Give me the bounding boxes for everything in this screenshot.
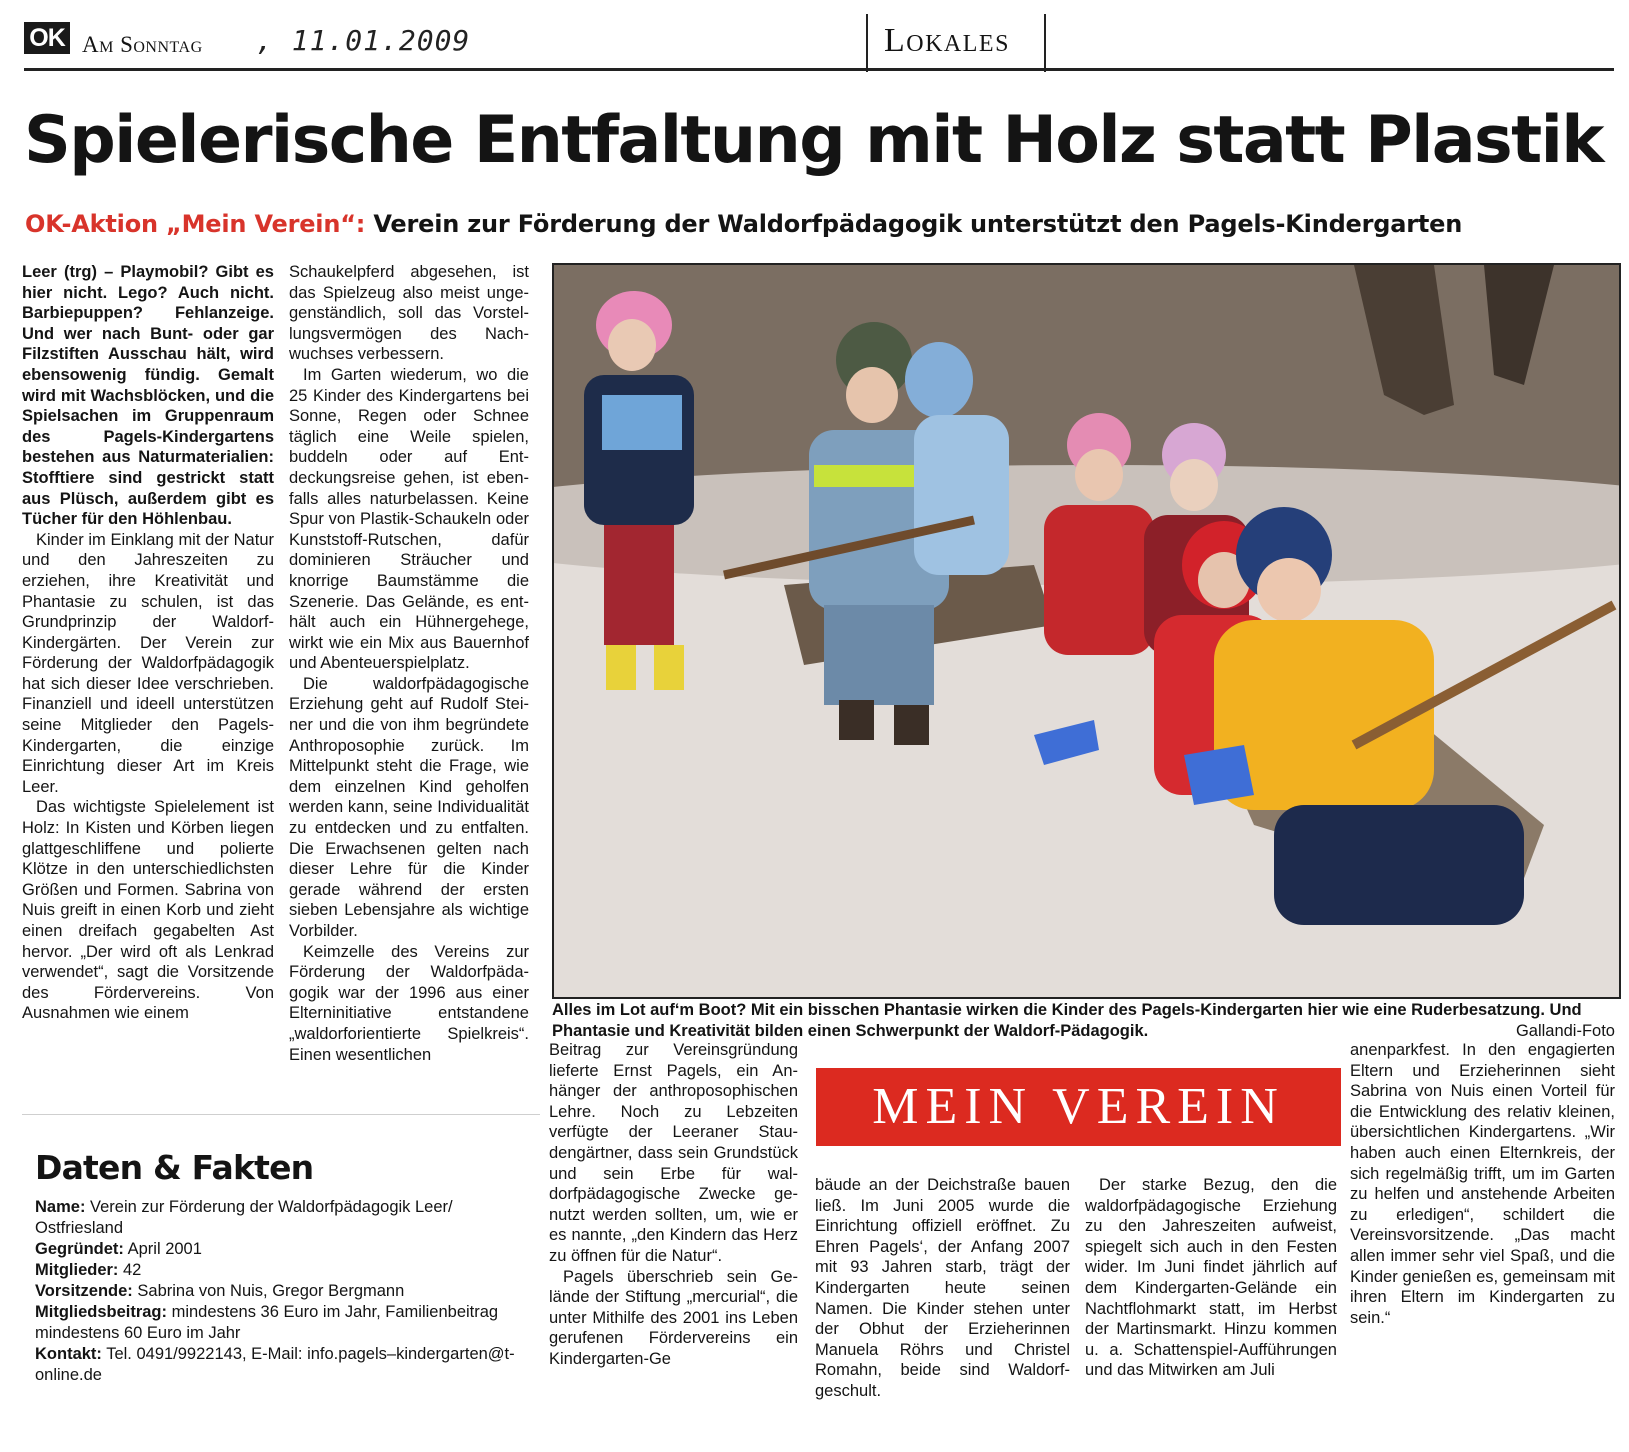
facts-title: Daten & Fakten — [35, 1148, 314, 1187]
fact-key: Gegründet: — [35, 1240, 124, 1258]
fact-value: 42 — [118, 1261, 142, 1279]
issue-date-handwritten: , 11.01.2009 — [256, 24, 471, 57]
fact-value: Tel. 0491/9922143, E-Mail: info.pagels–kindergarten@t-online.de — [35, 1345, 515, 1384]
article-paragraph: Der starke Bezug, den die waldorfpädagogische Erziehung zu den Jahreszeiten aufweist, spiegelt sich auch in den Festen wider. Im Juni findet jährlich auf dem Kindergarten-Gelände ein Nachtflohmarkt statt, im Herbst der Martinsmarkt. Hinzu kommen u. a. Schattenspiel-Aufführungen und das Mitwirken am Juli — [1085, 1176, 1337, 1380]
subheadline — [25, 210, 1620, 238]
photo-children-in-snow-illustration — [554, 265, 1619, 997]
article-paragraph: Das wichtigste Spielelement ist Holz: In Kisten und Körben liegen glattgeschliffene und polierte Klötze in den unterschiedlichsten Größen und Formen. Sabrina von Nuis greift in einen Korb und zieht einen dreifach gegabelten Ast hervor. „Der wird oft als Lenkrad verwendet“, sagt die Vorsitzende des Fördervereins. Von Ausnahmen wie einem — [22, 798, 274, 1023]
fact-row-name — [35, 1197, 540, 1239]
header-rule — [24, 68, 1614, 71]
article-paragraph: Pagels überschrieb sein Gelände der Stiftung „mercurial“, die unter Mithilfe des 2001 ins Leben gerufenen Fördervereins ein Kindergarten-Ge — [549, 1267, 798, 1368]
fact-key: Name: — [35, 1198, 86, 1216]
fact-value: Sabrina von Nuis, Gregor Bergmann — [132, 1282, 405, 1300]
fact-row-fee — [35, 1302, 540, 1344]
fact-key: Mitglieder: — [35, 1261, 119, 1279]
fact-row-founded — [35, 1239, 540, 1260]
article-column-2 — [289, 262, 529, 1082]
article-lead: Leer (trg) – Playmobil? Gibt es hier nicht. Lego? Auch nicht. Barbiepuppen? Fehlanzeige. Und wer nach Bunt- oder gar Filzstiften Ausschau hält, wird ebensowenig fündig. Gemalt wird mit Wachsblöcken, und die Spielsachen im Gruppenraum des Pagels-Kindergartens bestehen aus Naturmaterialien: Stofftiere sind gestrickt statt aus Plüsch, außerdem gibt es Tücher für den Höhlenbau. — [22, 263, 274, 529]
fact-value: mindestens 36 Euro im Jahr, Familienbeitrag mindestens 60 Euro im Jahr — [35, 1303, 499, 1342]
fact-row-members — [35, 1260, 540, 1281]
article-paragraph: Keimzelle des Vereins zur Förderung der Waldorfpädagogik war der 1996 aus einer Elterninitiative entstandene „waldorforientierte Spielkreis“. Einen wesentlichen — [289, 942, 529, 1064]
headline: Spielerische Entfaltung mit Holz statt Plastik — [24, 103, 1603, 178]
article-column-1 — [22, 262, 274, 1082]
fact-value: April 2001 — [123, 1240, 202, 1258]
fact-value: Verein zur Förderung der Waldorfpädagogik Leer/ Ostfriesland — [35, 1198, 453, 1237]
article-paragraph: Die waldorfpädagogische Erziehung geht auf Rudolf Steiner und die von ihm begründete Anthroposophie zurück. Im Mittelpunkt steht die Frage, wie dem einzelnen Kind geholfen werden kann, seine Individualität zu entdecken und zu entfalten. Die Erwachsenen gelten nach dieser Lehre für die Kinder gerade während der ersten sieben Lebensjahre als wichtige Vorbilder. — [289, 674, 529, 940]
article-paragraph: bäude an der Deichstraße bauen ließ. Im Juni 2005 wurde die Einrichtung offiziell eröffnet. Zu Ehren Pagels‘, der Anfang 2007 mit 93 Jahren starb, trägt der Kindergarten heute seinen Namen. Die Kinder stehen unter der Obhut der Erzieherinnen Manuela Röhrs und Christel Romahn, beide sind Waldorf-geschult. — [815, 1176, 1070, 1400]
facts-box — [35, 1148, 540, 1386]
article-paragraph: Beitrag zur Vereinsgründung lieferte Ernst Pagels, ein Anhänger der anthroposophischen Lehre. Noch zu Lebzeiten verfügte der Leeraner Staudengärtner, dass sein Grundstück und sein Erbe für waldorfpädagogische Zwecke genutzt werden sollten, um, wie er es nannte, „den Kindern das Herz zu öffnen für die Natur“. — [549, 1041, 798, 1265]
article-photo — [552, 263, 1621, 999]
fact-key: Mitgliedsbeitrag: — [35, 1303, 168, 1321]
masthead — [24, 18, 1614, 78]
article-paragraph: Kinder im Einklang mit der Natur und den Jahreszeiten zu erziehen, ihre Kreativität und Phantasie zu schulen, ist das Grundprinzip der Waldorf-Kindergärten. Der Verein zur Förderung der Waldorfpädagogik hat sich dieser Idee verschrieben. Finanziell und ideell unterstützen seine Mitglieder den Pagels-Kindergarten, die einzige Einrichtung dieser Art im Kreis Leer. — [22, 530, 274, 796]
fact-key: Vorsitzende: — [35, 1282, 133, 1300]
fact-key: Kontakt: — [35, 1345, 102, 1363]
fact-row-chairs — [35, 1281, 540, 1302]
subheadline-kicker: OK-Aktion „Mein Verein“: — [25, 210, 366, 238]
article-column-5 — [1085, 1175, 1337, 1440]
section-name: Lokales — [884, 22, 1010, 59]
subheadline-text: Verein zur Förderung der Waldorfpädagogik unterstützt den Pagels-Kindergarten — [365, 210, 1463, 238]
photo-caption: Alles im Lot auf‘m Boot? Mit ein bisschen Phantasie wirken die Kinder des Pagels-Kindergarten hier wie eine Ruderbesatzung. Und Phantasie und Kreativität bilden einen Schwerpunkt der Waldorf-Pädagogik. — [552, 1001, 1582, 1040]
article-paragraph: anenparkfest. In den engagierten Eltern und Erzieherinnen sieht Sabrina von Nuis einen Vorteil für die Entwicklung des relativ kleinen, übersichtlichen Kindergartens. „Wir haben auch einen Elternkreis, der sich regelmäßig trifft, um im Garten zu helfen und anstehende Arbeiten zu erledigen“, schildert die Vereinsvorsitzende. „Das macht allen immer sehr viel Spaß, und die Kinder genießen es, gemeinsam mit ihren Eltern im Kindergarten zu sein.“ — [1350, 1041, 1615, 1327]
article-column-4 — [815, 1175, 1070, 1440]
article-column-6 — [1350, 1040, 1615, 1440]
fact-row-contact — [35, 1344, 540, 1386]
article-column-3 — [549, 1040, 798, 1440]
facts-divider — [22, 1114, 540, 1115]
photo-credit: Gallandi-Foto — [1515, 1022, 1615, 1040]
newspaper-logo: OK — [24, 22, 70, 54]
article-paragraph: Im Garten wiederum, wo die 25 Kinder des Kindergartens bei Sonne, Regen oder Schnee täglich eine Weile spielen, buddeln oder auf Entdeckungsreise gehen, ist ebenfalls alles naturbelassen. Keine Spur von Plastik-Schaukeln oder Kunststoff-Rutschen, dafür dominieren Sträucher und knorrige Baumstämme die Szenerie. Das Gelände, es enthält auch ein Hühnergehege, wirkt wie ein Mix aus Bauernhof und Abenteuerspielplatz. — [289, 365, 529, 673]
paper-name: Am Sonntag — [82, 32, 203, 57]
mein-verein-banner: MEIN VEREIN — [816, 1068, 1341, 1146]
article-paragraph: Schaukelpferd abgesehen, ist das Spielzeug also meist ungegenständlich, soll das Vorstellungsvermögen des Nachwuchses verbessern. — [289, 263, 529, 364]
